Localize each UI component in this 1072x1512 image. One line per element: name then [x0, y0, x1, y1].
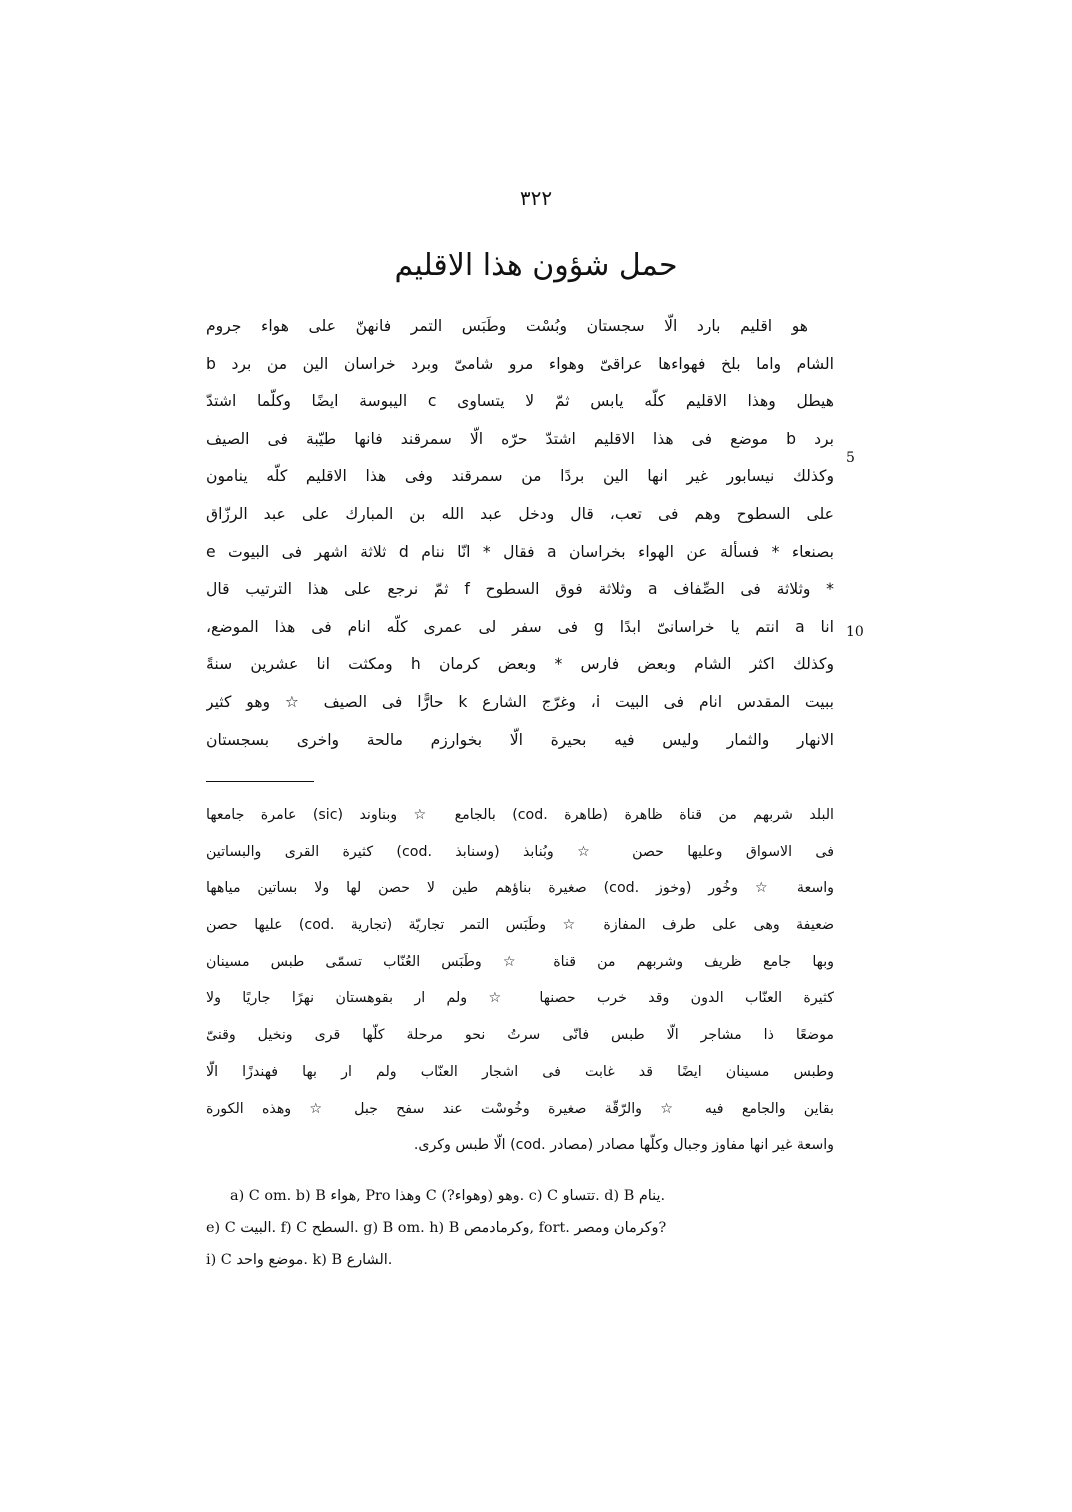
text-line: وكذلك اكثر الشام وبعض فارس * وبعض كرمان h ومكثت انا عشرين سنةً — [206, 655, 834, 674]
text-line: انا a انتم يا خراسانىّ ابدًا g فى سفر لى عمرى كلّه انام فى هذا الموضع، — [206, 617, 834, 636]
note-line: ضعيفة وهى على طرف المفازة ☆ وطَبَس التمر تجاريّة (تجارية .cod) عليها حصن — [206, 917, 834, 934]
text-line: الشام واما بلخ فهواءها عراقىّ وهواء مرو شامىّ وبرد خراسان الين من برد b — [206, 354, 834, 373]
note-line: واسعة ☆ وخُور (وخوز .cod) صغيرة بناؤهم طين لا حصن لها ولا بساتين مياهها — [206, 880, 834, 897]
note-line: موضعًا ذا مشاجر الّا طبس فانّى سرتُ نحو مرحلة كلّها قرى ونخيل وقنىّ — [206, 1027, 834, 1044]
apparatus-line: i) C موضع واحد. k) B الشارع. — [206, 1252, 393, 1268]
note-line: واسعة غير انها مفاوز وجبال وكلّها مصادر (مصادر .cod) الّا طبس وكرى. — [413, 1137, 834, 1154]
main-text — [206, 308, 834, 759]
note-line: فى الاسواق وعليها حصن ☆ وبُنابذ (وسنابذ .cod) كثيرة القرى والبساتين — [206, 843, 834, 860]
apparatus-line: a) C om. b) B هواء, Pro وهذا C وهو (وهواء?). c) C تتساو. d) B ينام. — [230, 1188, 666, 1204]
note-line: وطبس مسينان ايضًا قد غابت فى اشجار العنّاب ولم ار بها فهندزًا الّا — [206, 1063, 834, 1080]
text-line: * وثلاثة فى الصِّفاف a وثلاثة فوق السطوح f ثمّ نرجع على هذا الترتيب قال — [206, 580, 834, 599]
footnote-rule — [206, 781, 314, 782]
line-number-margin: 10 — [846, 624, 864, 640]
chapter-title: حمل شؤون هذا الاقليم — [394, 248, 678, 283]
line-number-margin: 5 — [846, 450, 855, 466]
text-line: الانهار والثمار وليس فيه بحيرة الّا بخوارزم مالحة واخرى بسجستان — [206, 730, 834, 749]
text-line: برد b موضع فى هذا الاقليم اشتدّ حرّه الّا سمرقند فانها طيّبة فى الصيف — [206, 429, 834, 448]
text-line: وكذلك نيسابور غير انها الين بردًا من سمرقند وفى هذا الاقليم كلّه ينامون — [206, 467, 834, 486]
note-line: كثيرة العنّاب الدون وقد خرب حصنها ☆ ولم ار بقوهستان نهرًا جاريًا ولا — [206, 990, 834, 1007]
note-line: بقاين والجامع فيه ☆ والرّقّة صغيرة وخُوسْت عند سفح جبل ☆ وهذه الكورة — [206, 1100, 834, 1117]
text-line: ببيت المقدس انام فى البيت i، وغرّج الشارع k حارًّا فى الصيف ☆ وهو كثير — [206, 692, 834, 711]
note-line: وبها جامع ظريف وشربهم من قناة ☆ وطَبَس العُنّاب تسمّى طبس مسينان — [206, 953, 834, 970]
text-line: بصنعاء * فسألة عن الهواء بخراسان a فقال * انّا ننام d ثلاثة اشهر فى البيوت e — [206, 542, 834, 561]
text-line: على السطوح وهم فى تعب، قال ودخل عبد الله بن المبارك على عبد الرزّاق — [206, 504, 834, 523]
critical-apparatus — [206, 1180, 846, 1276]
footnote-block — [206, 797, 834, 1164]
page-number: ٣٢٢ — [519, 186, 553, 210]
note-line: البلد شربهم من قناة ظاهرة (طاهرة .cod) بالجامع ☆ وبناوند (sic) عامرة جامعها — [206, 807, 834, 823]
text-line: هيطل وهذا الاقليم كلّه يابس ثمّ لا يتساوى c اليبوسة ايضًا وكلّما اشتدّ — [206, 392, 834, 411]
apparatus-line: e) C البيت. f) C السطح. g) B om. h) B وكرمادمص, fort. وكرمان ومصر? — [206, 1220, 667, 1236]
text-line: هو اقليم بارد الّا سجستان وبُسْت وطَبَس التمر فانهنّ على هواء جروم — [206, 317, 808, 335]
